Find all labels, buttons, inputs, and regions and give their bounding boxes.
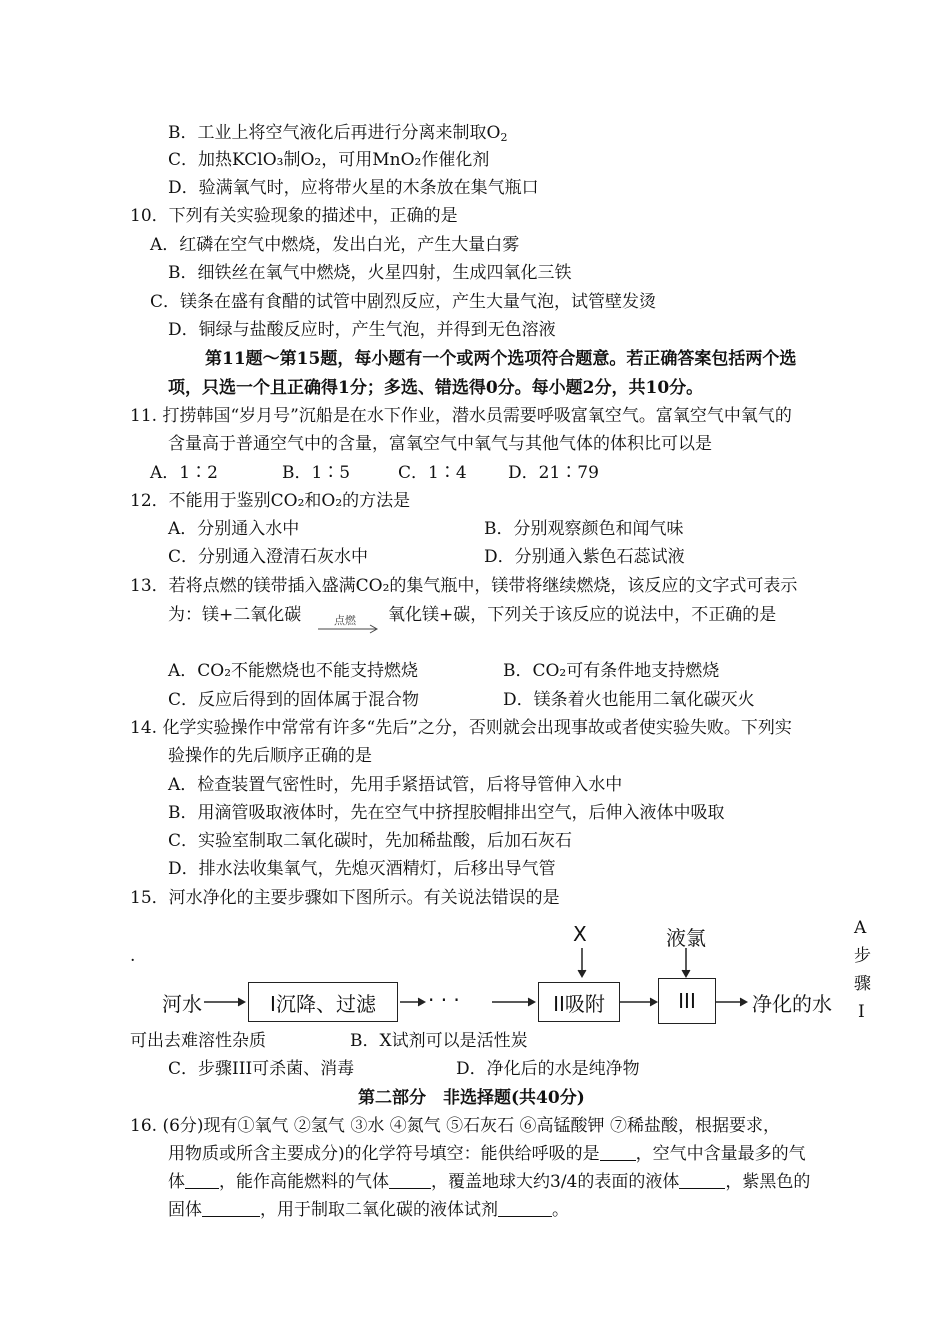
q11-option-d: D．21∶79 <box>508 463 599 483</box>
q16-line-2: 用物质或所含主要成分)的化学符号填空：能供给呼吸的是 ，空气中含量最多的气 <box>168 1144 806 1164</box>
q13-option-a: A．CO₂不能燃烧也不能支持燃烧 <box>168 661 419 681</box>
answer-blank <box>202 1200 260 1217</box>
q16-line-1: 16. (6分)现有①氧气 ②氢气 ③水 ④氮气 ⑤石灰石 ⑥高锰酸钾 ⑦稀盐酸，根据要求， <box>130 1116 780 1136</box>
instructions-line-1: 第11题～第15题，每小题有一个或两个选项符合题意。若正确答案包括两个选 <box>205 349 797 369</box>
q14-stem-1: 14. 化学实验操作中常常有许多“先后”之分，否则就会出现事故或者使实验失败。下列实 <box>130 718 792 738</box>
q9-option-d: D．验满氧气时，应将带火星的木条放在集气瓶口 <box>168 178 539 198</box>
q15-side-char-3: 骤 <box>854 974 871 994</box>
q15-side-char-1: A <box>854 918 867 938</box>
q9-option-c: C．加热KClO₃制O₂，可用MnO₂作催化剂 <box>168 150 490 170</box>
q12-option-d: D．分别通入紫色石蕊试液 <box>484 547 685 567</box>
q12-option-b: B．分别观察颜色和闻气味 <box>484 519 684 539</box>
q10-option-b: B．细铁丝在氧气中燃烧，火星四射，生成四氧化三铁 <box>168 263 572 283</box>
q11-option-a: A．1∶2 <box>150 463 218 483</box>
q11-stem-2: 含量高于普通空气中的含量，富氧空气中氧气与其他气体的体积比可以是 <box>168 434 712 454</box>
ellipsis-dots: · · · <box>428 988 460 1012</box>
answer-blank <box>389 1172 431 1189</box>
purified-water-label: 净化的水 <box>752 992 832 1016</box>
part-2-title: 第二部分 非选择题(共40分) <box>358 1088 585 1108</box>
q12-stem: 12．不能用于鉴别CO₂和O₂的方法是 <box>130 491 411 511</box>
q14-stem-2: 验操作的先后顺序正确的是 <box>168 746 372 766</box>
q13-stem-2-post: 氧化镁+碳，下列关于该反应的说法中，不正确的是 <box>388 605 777 625</box>
q14-option-c: C．实验室制取二氧化碳时，先加稀盐酸，后加石灰石 <box>168 831 573 851</box>
arrow-icon <box>314 612 384 636</box>
q16-line-3: 体 ，能作高能燃料的气体 ，覆盖地球大约3/4的表面的液体 ，紫黑色的 <box>168 1172 811 1192</box>
reaction-condition: 点燃 <box>334 614 356 627</box>
q15-option-c: C．步骤III可杀菌、消毒 <box>168 1059 355 1079</box>
q15-stem: 15．河水净化的主要步骤如下图所示。有关说法错误的是 <box>130 888 560 908</box>
q11-option-c: C．1∶4 <box>398 463 467 483</box>
answer-blank <box>679 1172 725 1189</box>
q10-option-c: C．镁条在盛有食醋的试管中剧烈反应，产生大量气泡，试管壁发烫 <box>150 292 657 312</box>
step-1-box: I沉降、过滤 <box>248 982 398 1022</box>
q13-stem-1: 13．若将点燃的镁带插入盛满CO₂的集气瓶中，镁带将继续燃烧，该反应的文字式可表示 <box>130 576 798 596</box>
answer-blank <box>600 1144 636 1161</box>
q15-side-char-2: 步 <box>854 946 871 966</box>
q11-option-b: B．1∶5 <box>282 463 351 483</box>
q15-option-a-tail: 可出去难溶性杂质 <box>130 1031 266 1051</box>
answer-blank <box>185 1172 219 1189</box>
water-purification-diagram <box>160 918 860 1028</box>
river-water-label: 河水 <box>162 992 202 1016</box>
q10-option-d: D．铜绿与盐酸反应时，产生气泡，并得到无色溶液 <box>168 320 556 340</box>
q13-option-d: D．镁条着火也能用二氧化碳灭火 <box>503 690 755 710</box>
q13-option-c: C．反应后得到的固体属于混合物 <box>168 690 420 710</box>
answer-blank <box>498 1200 552 1217</box>
q16-line-4: 固体 ，用于制取二氧化碳的液体试剂 。 <box>168 1200 569 1220</box>
q10-stem: 10．下列有关实验现象的描述中，正确的是 <box>130 206 458 226</box>
q15-side-char-4: I <box>858 1002 865 1022</box>
q11-stem-1: 11. 打捞韩国“岁月号”沉船是在水下作业，潜水员需要呼吸富氧空气。富氧空气中氧气的 <box>130 406 792 426</box>
q12-option-c: C．分别通入澄清石灰水中 <box>168 547 369 567</box>
q10-option-a: A．红磷在空气中燃烧，发出白光，产生大量白雾 <box>150 235 520 255</box>
liquid-chlorine-label: 液氯 <box>666 926 706 950</box>
reaction-arrow <box>314 612 384 636</box>
reagent-x-label: X <box>573 922 587 946</box>
q13-option-b: B．CO₂可有条件地支持燃烧 <box>503 661 720 681</box>
step-3-box: III <box>658 978 716 1024</box>
q15-option-b: B．X试剂可以是活性炭 <box>350 1031 528 1051</box>
instructions-line-2: 项，只选一个且正确得1分；多选、错选得0分。每小题2分，共10分。 <box>168 378 704 398</box>
q13-stem-2-pre: 为：镁+二氧化碳 <box>168 605 302 625</box>
step-2-box: II吸附 <box>538 982 620 1022</box>
q15-dot: . <box>130 946 136 966</box>
q14-option-a: A．检查装置气密性时，先用手紧捂试管，后将导管伸入水中 <box>168 775 623 795</box>
q14-option-b: B．用滴管吸取液体时，先在空气中挤捏胶帽排出空气，后伸入液体中吸取 <box>168 803 725 823</box>
q12-option-a: A．分别通入水中 <box>168 519 300 539</box>
q14-option-d: D．排水法收集氧气，先熄灭酒精灯，后移出导气管 <box>168 859 556 879</box>
q9-option-b: B．工业上将空气液化后再进行分离来制取$O_2$ <box>168 123 508 144</box>
q15-option-d: D．净化后的水是纯净物 <box>456 1059 640 1079</box>
